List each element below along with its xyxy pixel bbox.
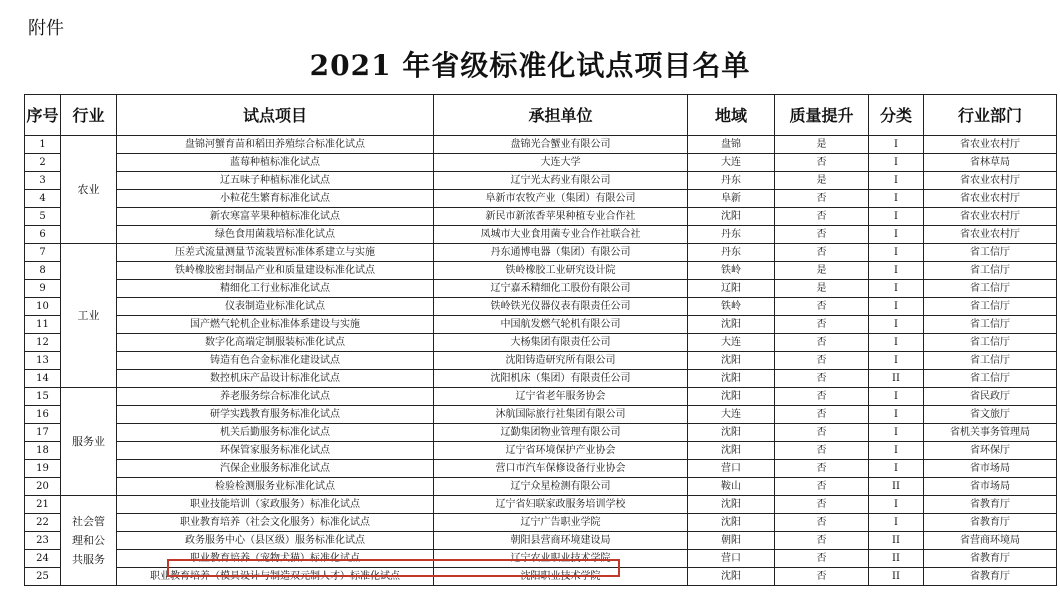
cell-department: 省市场局 (924, 460, 1057, 478)
cell-quality: 否 (775, 298, 869, 316)
cell-category: I (869, 208, 924, 226)
cell-department: 省教育厅 (924, 514, 1057, 532)
header-project: 试点项目 (117, 95, 434, 136)
cell-unit: 阜新市农牧产业（集团）有限公司 (434, 190, 688, 208)
cell-quality: 否 (775, 154, 869, 172)
cell-category: II (869, 568, 924, 586)
cell-unit: 辽宁农业职业技术学院 (434, 550, 688, 568)
cell-no: 3 (25, 172, 61, 190)
cell-region: 辽阳 (688, 280, 775, 298)
cell-category: I (869, 460, 924, 478)
cell-unit: 沈阳机床（集团）有限责任公司 (434, 370, 688, 388)
cell-category: I (869, 388, 924, 406)
cell-unit: 辽宁省环境保护产业协会 (434, 442, 688, 460)
cell-department: 省市场局 (924, 478, 1057, 496)
cell-unit: 新民市新浓香苹果种植专业合作社 (434, 208, 688, 226)
cell-quality: 是 (775, 172, 869, 190)
cell-project: 环保管家服务标准化试点 (117, 442, 434, 460)
cell-region: 铁岭 (688, 298, 775, 316)
cell-no: 7 (25, 244, 61, 262)
cell-no: 25 (25, 568, 61, 586)
cell-category: II (869, 478, 924, 496)
cell-unit: 大连大学 (434, 154, 688, 172)
header-unit: 承担单位 (434, 95, 688, 136)
cell-project: 检验检测服务业标准化试点 (117, 478, 434, 496)
header-region: 地域 (688, 95, 775, 136)
cell-category: I (869, 316, 924, 334)
table-row (25, 316, 1057, 334)
page-title: 2021 年省级标准化试点项目名单 (309, 49, 751, 82)
cell-quality: 否 (775, 352, 869, 370)
cell-unit: 沈阳职业技术学院 (434, 568, 688, 586)
cell-project: 研学实践教育服务标准化试点 (117, 406, 434, 424)
cell-category: I (869, 424, 924, 442)
cell-quality: 否 (775, 496, 869, 514)
cell-project: 新农寒富苹果种植标准化试点 (117, 208, 434, 226)
cell-quality: 否 (775, 424, 869, 442)
cell-no: 8 (25, 262, 61, 280)
cell-unit: 辽勤集团物业管理有限公司 (434, 424, 688, 442)
cell-region: 大连 (688, 334, 775, 352)
cell-industry: 社会管理和公共服务 (61, 496, 117, 586)
cell-no: 15 (25, 388, 61, 406)
cell-category: II (869, 550, 924, 568)
table-row (25, 370, 1057, 388)
cell-no: 16 (25, 406, 61, 424)
cell-unit: 大杨集团有限责任公司 (434, 334, 688, 352)
cell-region: 沈阳 (688, 496, 775, 514)
cell-quality: 否 (775, 208, 869, 226)
table-row (25, 280, 1057, 298)
cell-category: I (869, 352, 924, 370)
cell-department: 省工信厅 (924, 262, 1057, 280)
table-row (25, 406, 1057, 424)
cell-category: I (869, 406, 924, 424)
cell-quality: 否 (775, 244, 869, 262)
cell-region: 沈阳 (688, 568, 775, 586)
cell-department: 省工信厅 (924, 316, 1057, 334)
cell-department: 省农业农村厅 (924, 172, 1057, 190)
table-row (25, 154, 1057, 172)
cell-project: 职业教育培养（宠物犬猫）标准化试点 (117, 550, 434, 568)
cell-quality: 是 (775, 280, 869, 298)
cell-project: 绿色食用菌栽培标准化试点 (117, 226, 434, 244)
cell-region: 沈阳 (688, 352, 775, 370)
cell-quality: 否 (775, 334, 869, 352)
cell-unit: 辽宁省妇联家政服务培训学校 (434, 496, 688, 514)
cell-department: 省机关事务管理局 (924, 424, 1057, 442)
cell-no: 5 (25, 208, 61, 226)
cell-category: I (869, 262, 924, 280)
cell-department: 省教育厅 (924, 550, 1057, 568)
table-row (25, 244, 1057, 262)
table-row (25, 334, 1057, 352)
cell-category: I (869, 172, 924, 190)
cell-category: I (869, 334, 924, 352)
cell-no: 20 (25, 478, 61, 496)
cell-no: 22 (25, 514, 61, 532)
cell-region: 大连 (688, 406, 775, 424)
cell-region: 丹东 (688, 172, 775, 190)
cell-department: 省工信厅 (924, 370, 1057, 388)
cell-unit: 铁岭铁光仪器仪表有限责任公司 (434, 298, 688, 316)
cell-department: 省林草局 (924, 154, 1057, 172)
table-row (25, 460, 1057, 478)
table-row (25, 568, 1057, 586)
cell-unit: 营口市汽车保修设备行业协会 (434, 460, 688, 478)
table-row (25, 208, 1057, 226)
cell-no: 18 (25, 442, 61, 460)
cell-project: 仪表制造业标准化试点 (117, 298, 434, 316)
cell-department: 省环保厅 (924, 442, 1057, 460)
table-row (25, 136, 1057, 154)
header-category: 分类 (869, 95, 924, 136)
table-row (25, 442, 1057, 460)
cell-category: I (869, 514, 924, 532)
cell-department: 省教育厅 (924, 568, 1057, 586)
cell-unit: 中国航发燃气轮机有限公司 (434, 316, 688, 334)
cell-region: 阜新 (688, 190, 775, 208)
cell-region: 朝阳 (688, 532, 775, 550)
cell-quality: 否 (775, 190, 869, 208)
cell-project: 养老服务综合标准化试点 (117, 388, 434, 406)
cell-department: 省工信厅 (924, 280, 1057, 298)
cell-quality: 否 (775, 370, 869, 388)
cell-project: 职业技能培训（家政服务）标准化试点 (117, 496, 434, 514)
cell-department: 省民政厅 (924, 388, 1057, 406)
cell-category: I (869, 226, 924, 244)
cell-category: I (869, 442, 924, 460)
cell-project: 数字化高端定制服装标准化试点 (117, 334, 434, 352)
table-row (25, 190, 1057, 208)
cell-quality: 否 (775, 514, 869, 532)
cell-region: 沈阳 (688, 208, 775, 226)
table-row (25, 226, 1057, 244)
cell-region: 沈阳 (688, 442, 775, 460)
cell-no: 6 (25, 226, 61, 244)
cell-category: I (869, 298, 924, 316)
cell-quality: 否 (775, 460, 869, 478)
cell-no: 11 (25, 316, 61, 334)
cell-no: 2 (25, 154, 61, 172)
cell-unit: 朝阳县营商环境建设局 (434, 532, 688, 550)
cell-category: I (869, 136, 924, 154)
cell-category: I (869, 496, 924, 514)
cell-project: 铸造有色合金标准化建设试点 (117, 352, 434, 370)
cell-region: 营口 (688, 550, 775, 568)
cell-no: 1 (25, 136, 61, 154)
cell-unit: 辽宁广告职业学院 (434, 514, 688, 532)
table-row (25, 514, 1057, 532)
cell-unit: 辽宁省老年服务协会 (434, 388, 688, 406)
cell-industry: 服务业 (61, 388, 117, 496)
cell-department: 省农业农村厅 (924, 208, 1057, 226)
cell-region: 盘锦 (688, 136, 775, 154)
cell-category: II (869, 370, 924, 388)
cell-project: 小粒花生繁育标准化试点 (117, 190, 434, 208)
cell-quality: 否 (775, 442, 869, 460)
cell-region: 沈阳 (688, 424, 775, 442)
header-department: 行业部门 (924, 95, 1057, 136)
header-industry: 行业 (61, 95, 117, 136)
cell-region: 大连 (688, 154, 775, 172)
cell-project: 职业教育培养（社会文化服务）标准化试点 (117, 514, 434, 532)
cell-project: 汽保企业服务标准化试点 (117, 460, 434, 478)
cell-category: II (869, 532, 924, 550)
cell-department: 省文旅厅 (924, 406, 1057, 424)
cell-quality: 是 (775, 262, 869, 280)
table-row (25, 388, 1057, 406)
table-row (25, 262, 1057, 280)
cell-quality: 否 (775, 550, 869, 568)
cell-department: 省营商环境局 (924, 532, 1057, 550)
cell-quality: 否 (775, 532, 869, 550)
table-row (25, 478, 1057, 496)
cell-category: I (869, 244, 924, 262)
cell-quality: 否 (775, 478, 869, 496)
cell-quality: 否 (775, 388, 869, 406)
cell-no: 9 (25, 280, 61, 298)
cell-department: 省工信厅 (924, 334, 1057, 352)
cell-no: 19 (25, 460, 61, 478)
table-row (25, 298, 1057, 316)
cell-category: I (869, 190, 924, 208)
cell-project: 国产燃气轮机企业标准体系建设与实施 (117, 316, 434, 334)
cell-region: 丹东 (688, 244, 775, 262)
cell-unit: 辽宁光太药业有限公司 (434, 172, 688, 190)
cell-category: I (869, 280, 924, 298)
cell-no: 10 (25, 298, 61, 316)
header-row (25, 95, 1057, 136)
cell-region: 鞍山 (688, 478, 775, 496)
cell-no: 14 (25, 370, 61, 388)
cell-project: 盘锦河蟹育苗和稻田养殖综合标准化试点 (117, 136, 434, 154)
cell-unit: 辽宁众星检测有限公司 (434, 478, 688, 496)
cell-unit: 丹东通博电器（集团）有限公司 (434, 244, 688, 262)
cell-project: 数控机床产品设计标准化试点 (117, 370, 434, 388)
cell-project: 蓝莓种植标准化试点 (117, 154, 434, 172)
table-row (25, 550, 1057, 568)
cell-quality: 是 (775, 136, 869, 154)
cell-region: 营口 (688, 460, 775, 478)
cell-region: 沈阳 (688, 514, 775, 532)
cell-no: 17 (25, 424, 61, 442)
cell-region: 沈阳 (688, 388, 775, 406)
header-no: 序号 (25, 95, 61, 136)
header-quality: 质量提升 (775, 95, 869, 136)
cell-industry: 农业 (61, 136, 117, 244)
cell-no: 12 (25, 334, 61, 352)
table-row (25, 424, 1057, 442)
cell-quality: 否 (775, 406, 869, 424)
cell-unit: 沐航国际旅行社集团有限公司 (434, 406, 688, 424)
cell-unit: 沈阳铸造研究所有限公司 (434, 352, 688, 370)
cell-project: 压差式流量测量节流装置标准体系建立与实施 (117, 244, 434, 262)
cell-no: 21 (25, 496, 61, 514)
cell-unit: 铁岭橡胶工业研究设计院 (434, 262, 688, 280)
cell-department: 省工信厅 (924, 352, 1057, 370)
cell-region: 沈阳 (688, 316, 775, 334)
cell-quality: 否 (775, 316, 869, 334)
table-row (25, 532, 1057, 550)
cell-no: 4 (25, 190, 61, 208)
cell-quality: 否 (775, 568, 869, 586)
table-row (25, 352, 1057, 370)
cell-no: 13 (25, 352, 61, 370)
cell-unit: 凤城市大业食用菌专业合作社联合社 (434, 226, 688, 244)
cell-department: 省农业农村厅 (924, 136, 1057, 154)
cell-project: 精细化工行业标准化试点 (117, 280, 434, 298)
cell-category: I (869, 154, 924, 172)
cell-department: 省工信厅 (924, 244, 1057, 262)
cell-project: 铁岭橡胶密封制品产业和质量建设标准化试点 (117, 262, 434, 280)
cell-region: 铁岭 (688, 262, 775, 280)
cell-department: 省教育厅 (924, 496, 1057, 514)
attachment-label: 附件 (28, 18, 64, 39)
cell-quality: 否 (775, 226, 869, 244)
cell-department: 省工信厅 (924, 298, 1057, 316)
table-row (25, 496, 1057, 514)
cell-industry: 工业 (61, 244, 117, 388)
cell-project: 机关后勤服务标准化试点 (117, 424, 434, 442)
cell-no: 23 (25, 532, 61, 550)
cell-region: 丹东 (688, 226, 775, 244)
cell-unit: 盘锦光合蟹业有限公司 (434, 136, 688, 154)
cell-no: 24 (25, 550, 61, 568)
table-row (25, 172, 1057, 190)
cell-project: 辽五味子种植标准化试点 (117, 172, 434, 190)
cell-unit: 辽宁嘉禾精细化工股份有限公司 (434, 280, 688, 298)
cell-department: 省农业农村厅 (924, 190, 1057, 208)
cell-region: 沈阳 (688, 370, 775, 388)
cell-project: 职业教育培养（模具设计与制造双元制人才）标准化试点 (117, 568, 434, 586)
project-table (24, 94, 1057, 586)
cell-department: 省农业农村厅 (924, 226, 1057, 244)
cell-project: 政务服务中心（县区级）服务标准化试点 (117, 532, 434, 550)
